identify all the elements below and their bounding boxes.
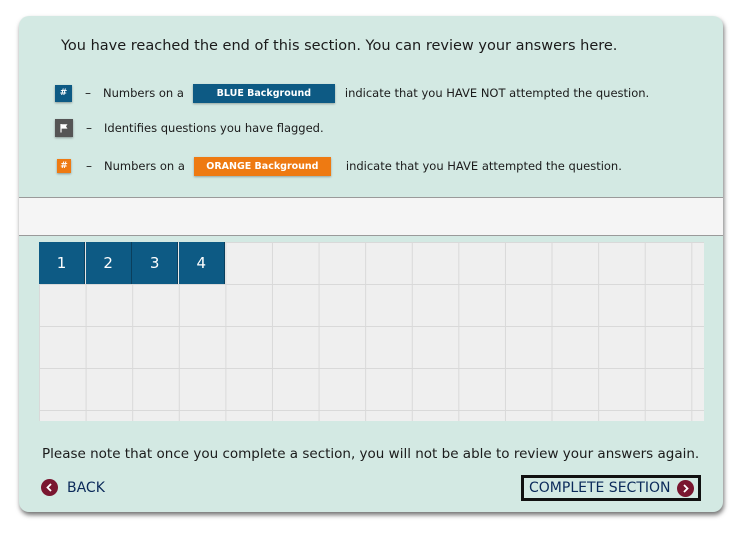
legend-dash: – xyxy=(86,121,92,135)
legend-orange-after: indicate that you HAVE attempted the question. xyxy=(345,159,622,173)
flag-icon xyxy=(55,119,73,137)
legend-row-orange xyxy=(55,156,622,176)
orange-background-pill: ORANGE Background xyxy=(194,157,331,176)
legend-row-flag xyxy=(55,118,324,138)
legend-blue-after: indicate that you HAVE NOT attempted the question. xyxy=(344,86,650,100)
chevron-right-circle-icon xyxy=(677,480,694,497)
back-label: BACK xyxy=(67,479,105,496)
legend-orange-before: Numbers on a xyxy=(104,159,185,173)
complete-section-button[interactable] xyxy=(521,475,701,501)
legend-blue-before: Numbers on a xyxy=(103,86,184,100)
legend-dash: – xyxy=(86,159,92,173)
back-button[interactable] xyxy=(41,479,105,496)
legend-row-blue xyxy=(55,83,649,103)
question-cell-1[interactable]: 1 xyxy=(39,242,85,284)
question-cell-4[interactable]: 4 xyxy=(179,242,225,284)
intro-text: You have reached the end of this section. You can review your answers here. xyxy=(61,38,618,54)
legend-flag-text: Identifies questions you have flagged. xyxy=(104,121,324,135)
complete-section-label: COMPLETE SECTION xyxy=(529,480,671,496)
question-cell-2[interactable]: 2 xyxy=(86,242,132,284)
blue-background-pill: BLUE Background xyxy=(193,84,335,103)
question-cell-3[interactable]: 3 xyxy=(132,242,178,284)
orange-square-icon: # xyxy=(57,159,71,173)
notice-text: Please note that once you complete a section, you will not be able to review your answers again. xyxy=(42,446,700,462)
divider-strip xyxy=(19,197,723,236)
chevron-left-circle-icon xyxy=(41,479,58,496)
question-grid xyxy=(39,242,704,421)
legend-dash: – xyxy=(85,86,91,100)
blue-square-icon: # xyxy=(55,85,72,102)
review-panel xyxy=(19,16,723,512)
